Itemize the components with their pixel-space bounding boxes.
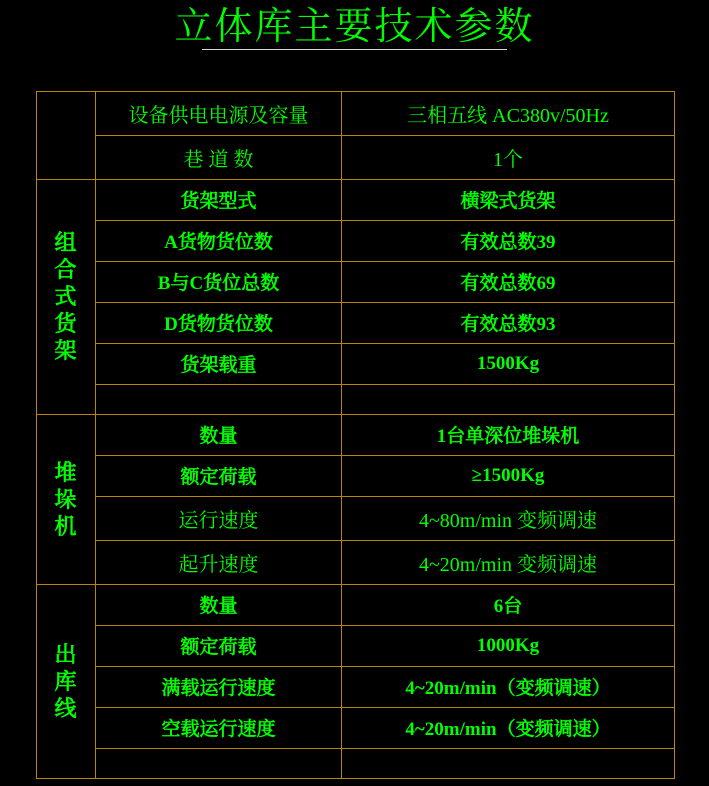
table-row: [37, 666, 675, 707]
specification-table: [36, 91, 675, 779]
row-label: 空载运行速度: [96, 707, 342, 748]
row-value: 4~80m/min 变频调速: [342, 496, 675, 540]
table-row-spacer: [37, 384, 675, 414]
table-row: [37, 135, 675, 179]
row-label: 货架型式: [96, 179, 342, 220]
group-cell-outbound: [37, 584, 96, 778]
row-value: 有效总数93: [342, 302, 675, 343]
row-value: 1500Kg: [342, 343, 675, 384]
group-cell-stacker: [37, 414, 96, 584]
row-label: 数量: [96, 584, 342, 625]
row-label: 运行速度: [96, 496, 342, 540]
row-value: 4~20m/min（变频调速）: [342, 707, 675, 748]
table-row: [37, 179, 675, 220]
row-value: [342, 749, 675, 779]
row-label: 额定荷载: [96, 455, 342, 496]
row-value: [342, 384, 675, 414]
group-cell-empty: [37, 92, 96, 180]
table-row: [37, 92, 675, 136]
row-value: 4~20m/min 变频调速: [342, 540, 675, 584]
row-label: 巷 道 数: [96, 135, 342, 179]
row-label: 数量: [96, 414, 342, 455]
row-label: B与C货位总数: [96, 261, 342, 302]
table-row: [37, 220, 675, 261]
row-value: 有效总数39: [342, 220, 675, 261]
row-label: 满载运行速度: [96, 666, 342, 707]
row-label: A货物货位数: [96, 220, 342, 261]
table-row: [37, 302, 675, 343]
group-cell-shelving: [37, 179, 96, 414]
table-row-spacer: [37, 749, 675, 779]
table-row: [37, 584, 675, 625]
row-label: 设备供电电源及容量: [96, 92, 342, 136]
row-value: 1个: [342, 135, 675, 179]
row-value: 1台单深位堆垛机: [342, 414, 675, 455]
table-row: [37, 540, 675, 584]
row-value: 6台: [342, 584, 675, 625]
title-underline: [202, 49, 507, 50]
row-label: [96, 384, 342, 414]
table-row: [37, 343, 675, 384]
group-label: 出库线: [54, 641, 78, 721]
row-value: 有效总数69: [342, 261, 675, 302]
row-label: D货物货位数: [96, 302, 342, 343]
row-label: 额定荷载: [96, 625, 342, 666]
row-value: 三相五线 AC380v/50Hz: [342, 92, 675, 136]
table-row: [37, 625, 675, 666]
row-value: 横梁式货架: [342, 179, 675, 220]
table-row: [37, 414, 675, 455]
page-title: 立体库主要技术参数: [174, 6, 535, 48]
row-value: 1000Kg: [342, 625, 675, 666]
row-label: [96, 749, 342, 779]
group-label: 堆垛机: [54, 459, 78, 539]
row-value: 4~20m/min（变频调速）: [342, 666, 675, 707]
row-label: 货架载重: [96, 343, 342, 384]
group-label: 组合式货架: [54, 230, 78, 364]
table-row: [37, 455, 675, 496]
table-row: [37, 707, 675, 748]
row-value: ≥1500Kg: [342, 455, 675, 496]
table-row: [37, 261, 675, 302]
row-label: 起升速度: [96, 540, 342, 584]
table-row: [37, 496, 675, 540]
